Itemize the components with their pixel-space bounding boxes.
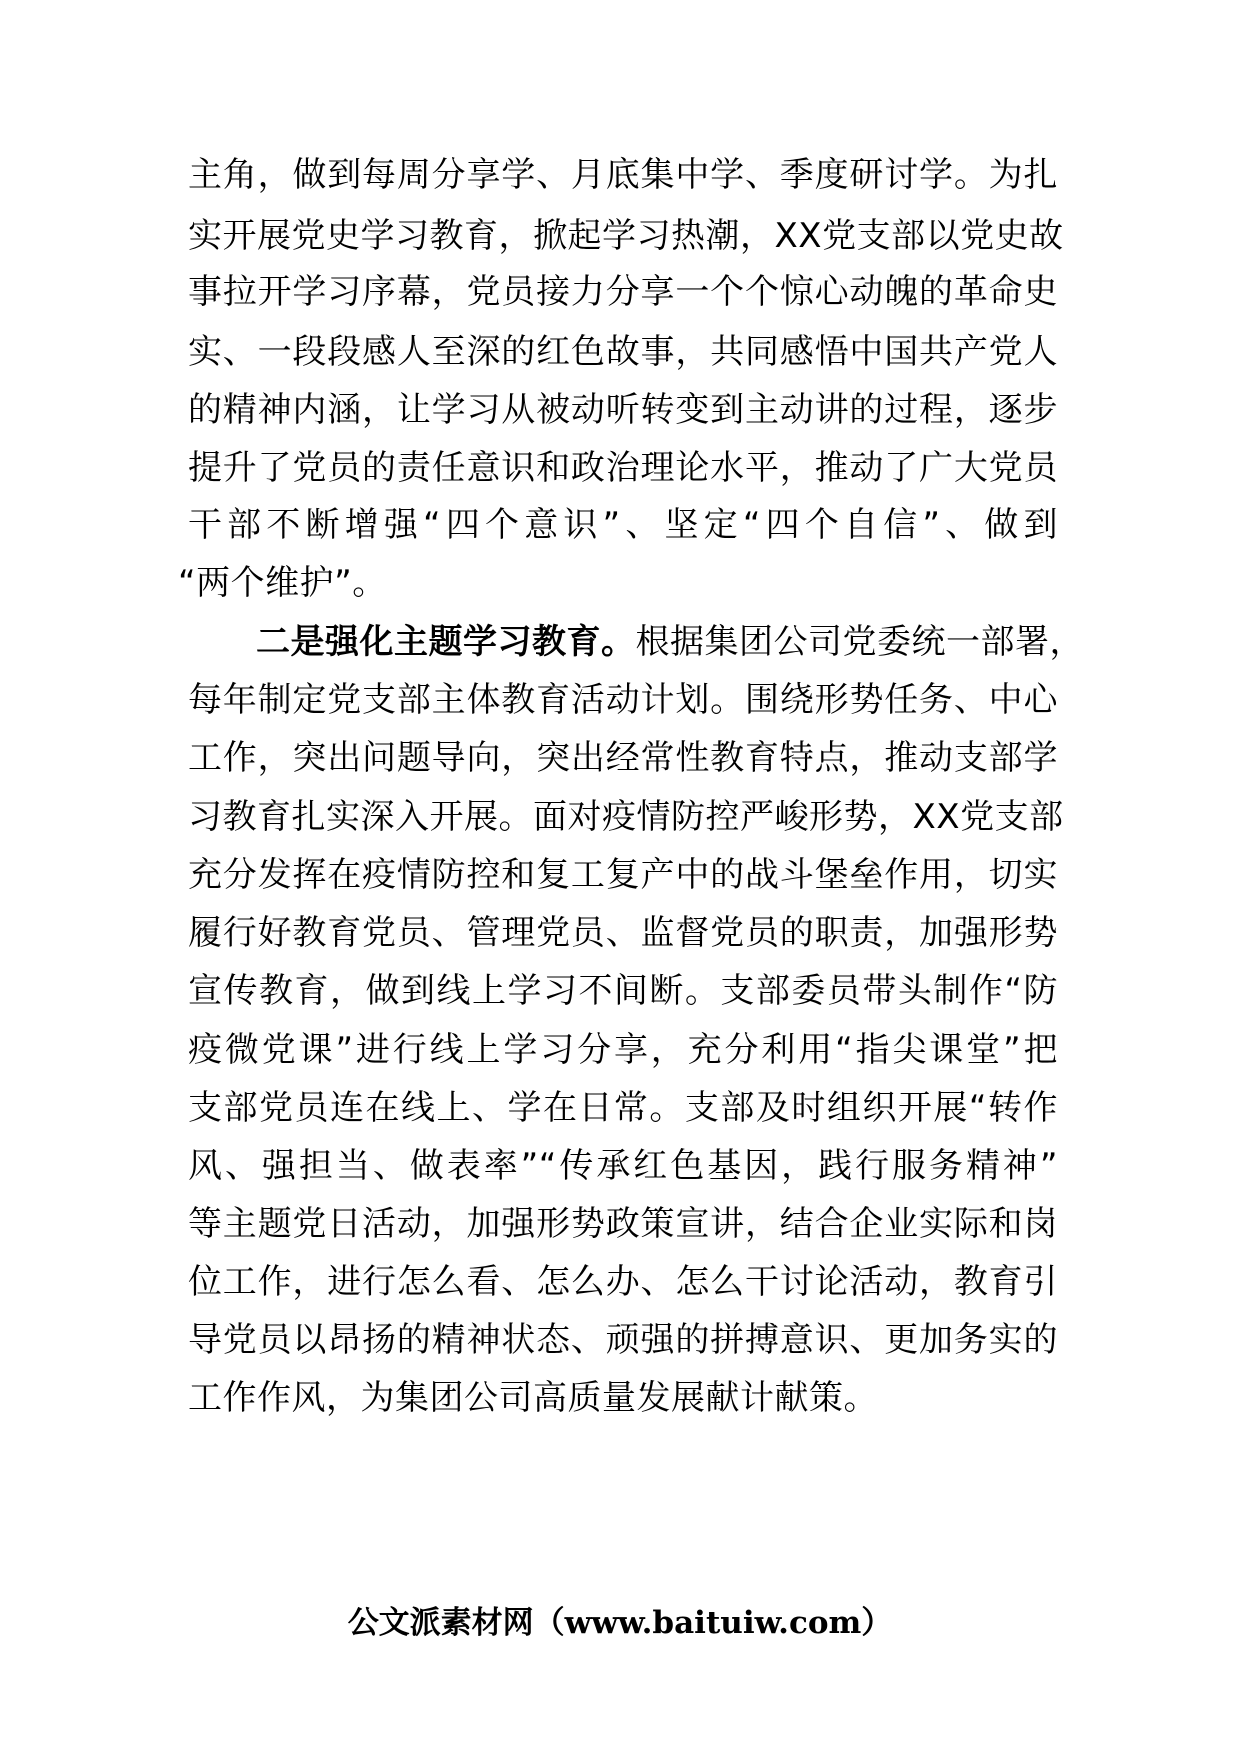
paragraph-1-line: 实、一段段感人至深的红色故事，共同感悟中国共产党人 [188,332,1058,372]
paragraph-1-line: “两个维护”。 [178,563,387,603]
paragraph-2-line: 习教育扎实深入开展。面对疫情防控严峻形势，XX党支部 [188,797,1064,837]
paragraph-2-line: 支部党员连在线上、学在日常。支部及时组织开展“转作 [188,1088,1058,1128]
paragraph-2-line: 风、强担当、做表率”“传承红色基因，践行服务精神” [188,1146,1058,1186]
paragraph-1-line: 的精神内涵，让学习从被动听转变到主动讲的过程，逐步 [188,390,1058,430]
paragraph-2-heading: 二是强化主题学习教育。 [256,622,636,662]
paragraph-2-line: 充分发挥在疫情防控和复工复产中的战斗堡垒作用，切实 [188,855,1058,895]
paragraph-2-line: 等主题党日活动，加强形势政策宣讲，结合企业实际和岗 [188,1204,1058,1244]
paragraph-1-line: 提升了党员的责任意识和政治理论水平，推动了广大党员 [188,448,1058,488]
paragraph-2-line: 宣传教育，做到线上学习不间断。支部委员带头制作“防 [188,971,1058,1011]
paragraph-2-line: 工作作风，为集团公司高质量发展献计献策。 [188,1378,878,1418]
paragraph-2-line: 疫微党课”进行线上学习分享，充分利用“指尖课堂”把 [188,1030,1058,1070]
paragraph-2-line: 工作，突出问题导向，突出经常性教育特点，推动支部学 [188,738,1058,778]
paragraph-2-first-line [256,620,1084,664]
paragraph-1-line: 事拉开学习序幕，党员接力分享一个个惊心动魄的革命史 [188,272,1058,312]
paragraph-2-line: 位工作，进行怎么看、怎么办、怎么干讨论活动，教育引 [188,1262,1058,1302]
paragraph-2-line: 导党员以昂扬的精神状态、顽强的拼搏意识、更加务实的 [188,1320,1058,1360]
paragraph-1-line: 主角，做到每周分享学、月底集中学、季度研讨学。为扎 [188,155,1058,195]
paragraph-2-line: 每年制定党支部主体教育活动计划。围绕形势任务、中心 [188,680,1058,720]
footer-source-text: 公文派素材网（www.baituiw.com） [347,1605,893,1641]
paragraph-1-line: 实开展党史学习教育，掀起学习热潮，XX党支部以党史故 [188,216,1064,256]
paragraph-1-line: 干部不断增强“四个意识”、坚定“四个自信”、做到 [188,505,1058,545]
paragraph-2-line: 履行好教育党员、管理党员、监督党员的职责，加强形势 [188,913,1058,953]
paragraph-2-first-line-text: 根据集团公司党委统一部署， [635,622,1084,662]
